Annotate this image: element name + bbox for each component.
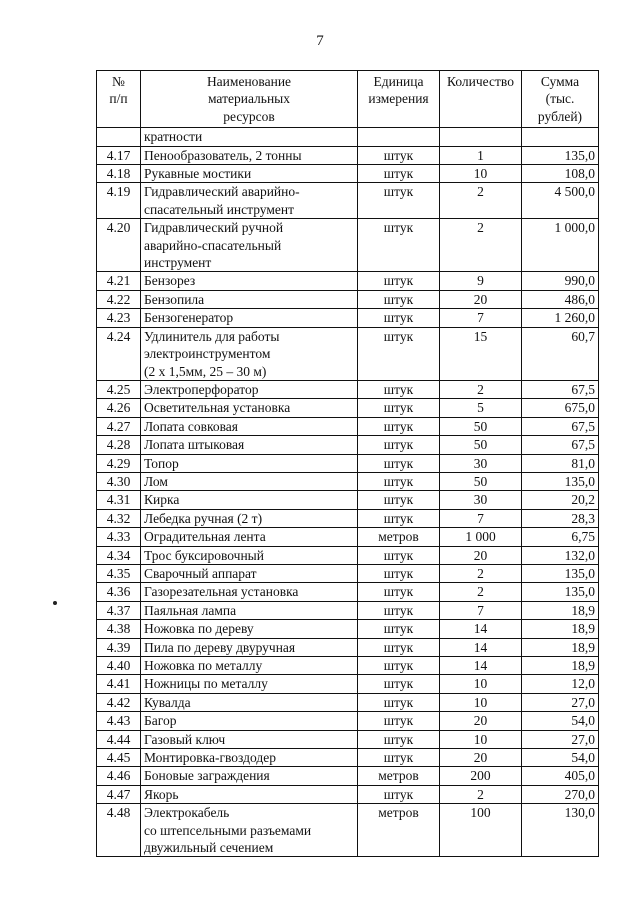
header-unit: Единица измерения [358,71,440,128]
row-name: Газорезательная установка [141,583,358,601]
row-quantity: 10 [440,165,522,183]
table-row [97,583,599,601]
row-unit: штук [358,620,440,638]
row-number: 4.39 [97,638,141,656]
row-number: 4.20 [97,219,141,272]
row-name: Бензорез [141,272,358,290]
table-row [97,546,599,564]
row-number: 4.30 [97,472,141,490]
row-quantity: 14 [440,620,522,638]
row-quantity: 50 [440,417,522,435]
table-row [97,454,599,472]
row-unit: штук [358,491,440,509]
row-number: 4.19 [97,183,141,219]
row-unit: штук [358,472,440,490]
row-sum: 20,2 [522,491,599,509]
table-row [97,183,599,219]
row-unit: штук [358,546,440,564]
row-name: Оградительная лента [141,528,358,546]
row-name: Гидравлический аварийно- спасательный инструмент [141,183,358,219]
row-sum: 27,0 [522,693,599,711]
row-sum: 18,9 [522,657,599,675]
row-number: 4.34 [97,546,141,564]
row-number: 4.27 [97,417,141,435]
row-unit: штук [358,436,440,454]
row-quantity: 7 [440,509,522,527]
row-name: Лом [141,472,358,490]
row-name: Бензопила [141,290,358,308]
header-number: № п/п [97,71,141,128]
row-sum: 81,0 [522,454,599,472]
table-row [97,417,599,435]
row-quantity: 1 000 [440,528,522,546]
row-sum: 675,0 [522,399,599,417]
row-name: Осветительная установка [141,399,358,417]
row-sum: 405,0 [522,767,599,785]
row-sum: 1 000,0 [522,219,599,272]
row-number: 4.45 [97,749,141,767]
row-sum: 54,0 [522,712,599,730]
table-row [97,528,599,546]
table-row [97,380,599,398]
table-row [97,399,599,417]
row-quantity: 2 [440,219,522,272]
header-sum: Сумма (тыс. рублей) [522,71,599,128]
row-number: 4.29 [97,454,141,472]
row-name: Ножовка по металлу [141,657,358,675]
row-unit: штук [358,601,440,619]
row-unit: метров [358,804,440,857]
row-quantity: 200 [440,767,522,785]
row-unit: штук [358,146,440,164]
row-number: 4.33 [97,528,141,546]
row-name: Электрокабель со штепсельными разъемами двужильный сечением [141,804,358,857]
table-row [97,749,599,767]
row-unit: штук [358,327,440,380]
row-name: Ножницы по металлу [141,675,358,693]
row-unit: штук [358,399,440,417]
row-unit: метров [358,767,440,785]
row-number: 4.43 [97,712,141,730]
row-quantity: 14 [440,657,522,675]
row-number: 4.23 [97,309,141,327]
row-name: Якорь [141,785,358,803]
table-row [97,290,599,308]
table-row [97,327,599,380]
row-number: 4.38 [97,620,141,638]
row-sum: 135,0 [522,472,599,490]
row-name: Газовый ключ [141,730,358,748]
row-number: 4.25 [97,380,141,398]
row-quantity: 50 [440,436,522,454]
table-row [97,146,599,164]
table-row [97,601,599,619]
row-quantity: 50 [440,472,522,490]
row-name: Боновые заграждения [141,767,358,785]
table-row [97,785,599,803]
row-name: Пила по дереву двуручная [141,638,358,656]
table-row [97,712,599,730]
row-unit: штук [358,730,440,748]
row-unit: метров [358,528,440,546]
row-quantity: 20 [440,749,522,767]
row-quantity: 30 [440,491,522,509]
row-sum: 486,0 [522,290,599,308]
row-quantity: 30 [440,454,522,472]
row-quantity: 14 [440,638,522,656]
table-row [97,165,599,183]
row-sum: 28,3 [522,509,599,527]
row-number: 4.44 [97,730,141,748]
row-name: Багор [141,712,358,730]
table-row [97,564,599,582]
table-row [97,309,599,327]
row-sum: 67,5 [522,436,599,454]
row-sum: 4 500,0 [522,183,599,219]
row-sum: 67,5 [522,417,599,435]
row-unit: штук [358,657,440,675]
row-sum: 12,0 [522,675,599,693]
row-unit: штук [358,183,440,219]
row-number: 4.22 [97,290,141,308]
table-row [97,128,599,146]
header-name: Наименование материальных ресурсов [141,71,358,128]
row-unit: штук [358,785,440,803]
row-quantity: 2 [440,785,522,803]
row-unit: штук [358,380,440,398]
row-sum: 54,0 [522,749,599,767]
margin-dot [53,601,57,605]
table-row [97,509,599,527]
row-number: 4.17 [97,146,141,164]
row-name: Ножовка по дереву [141,620,358,638]
row-name: Сварочный аппарат [141,564,358,582]
row-unit [358,128,440,146]
row-name: Кувалда [141,693,358,711]
row-number: 4.24 [97,327,141,380]
row-number: 4.41 [97,675,141,693]
row-sum: 135,0 [522,564,599,582]
row-quantity: 15 [440,327,522,380]
row-unit: штук [358,454,440,472]
table-row [97,804,599,857]
row-name: кратности [141,128,358,146]
row-number: 4.31 [97,491,141,509]
row-quantity: 7 [440,309,522,327]
row-sum: 270,0 [522,785,599,803]
row-unit: штук [358,712,440,730]
row-unit: штук [358,417,440,435]
row-name: Удлинитель для работы электроинструментом (2 х 1,5мм, 25 – 30 м) [141,327,358,380]
header-quantity: Количество [440,71,522,128]
row-sum: 18,9 [522,638,599,656]
row-quantity: 20 [440,546,522,564]
row-sum: 132,0 [522,546,599,564]
row-sum: 135,0 [522,583,599,601]
row-name: Бензогенератор [141,309,358,327]
row-number: 4.37 [97,601,141,619]
row-name: Электроперфоратор [141,380,358,398]
row-number: 4.47 [97,785,141,803]
row-quantity: 10 [440,693,522,711]
material-resources-table [96,70,599,857]
row-number: 4.35 [97,564,141,582]
row-number: 4.46 [97,767,141,785]
row-unit: штук [358,675,440,693]
row-quantity: 1 [440,146,522,164]
table-row [97,767,599,785]
row-number: 4.32 [97,509,141,527]
table-row [97,730,599,748]
table-header [97,71,599,128]
row-quantity: 10 [440,730,522,748]
row-sum: 18,9 [522,620,599,638]
row-number: 4.36 [97,583,141,601]
row-sum: 135,0 [522,146,599,164]
row-sum: 1 260,0 [522,309,599,327]
row-name: Паяльная лампа [141,601,358,619]
row-quantity: 20 [440,712,522,730]
table-row [97,436,599,454]
row-name: Рукавные мостики [141,165,358,183]
row-sum: 60,7 [522,327,599,380]
row-name: Топор [141,454,358,472]
row-number: 4.28 [97,436,141,454]
page-number: 7 [316,33,324,49]
row-unit: штук [358,749,440,767]
row-quantity: 20 [440,290,522,308]
row-name: Лопата совковая [141,417,358,435]
row-unit: штук [358,290,440,308]
row-sum [522,128,599,146]
table-row [97,272,599,290]
row-quantity: 2 [440,564,522,582]
row-name: Гидравлический ручной аварийно-спасательный инструмент [141,219,358,272]
row-unit: штук [358,583,440,601]
row-number: 4.42 [97,693,141,711]
row-number: 4.18 [97,165,141,183]
row-quantity: 9 [440,272,522,290]
table-body [97,128,599,857]
row-quantity: 7 [440,601,522,619]
table-row [97,693,599,711]
row-name: Пенообразователь, 2 тонны [141,146,358,164]
row-sum: 108,0 [522,165,599,183]
row-quantity: 5 [440,399,522,417]
row-name: Кирка [141,491,358,509]
row-sum: 67,5 [522,380,599,398]
row-quantity: 2 [440,583,522,601]
row-unit: штук [358,165,440,183]
row-unit: штук [358,272,440,290]
row-number: 4.26 [97,399,141,417]
row-sum: 130,0 [522,804,599,857]
row-unit: штук [358,638,440,656]
row-quantity: 10 [440,675,522,693]
row-name: Лебедка ручная (2 т) [141,509,358,527]
row-unit: штук [358,309,440,327]
row-unit: штук [358,693,440,711]
header-row [97,71,599,128]
row-quantity [440,128,522,146]
table-row [97,657,599,675]
row-number: 4.21 [97,272,141,290]
row-quantity: 2 [440,183,522,219]
row-quantity: 2 [440,380,522,398]
row-sum: 27,0 [522,730,599,748]
table-row [97,491,599,509]
table-row [97,675,599,693]
row-name: Трос буксировочный [141,546,358,564]
row-name: Лопата штыковая [141,436,358,454]
row-sum: 6,75 [522,528,599,546]
row-unit: штук [358,509,440,527]
row-unit: штук [358,219,440,272]
table-row [97,638,599,656]
row-number: 4.48 [97,804,141,857]
row-quantity: 100 [440,804,522,857]
table-row [97,620,599,638]
table-row [97,472,599,490]
row-sum: 990,0 [522,272,599,290]
row-name: Монтировка-гвоздодер [141,749,358,767]
row-unit: штук [358,564,440,582]
row-number: 4.40 [97,657,141,675]
row-sum: 18,9 [522,601,599,619]
row-number [97,128,141,146]
table-row [97,219,599,272]
